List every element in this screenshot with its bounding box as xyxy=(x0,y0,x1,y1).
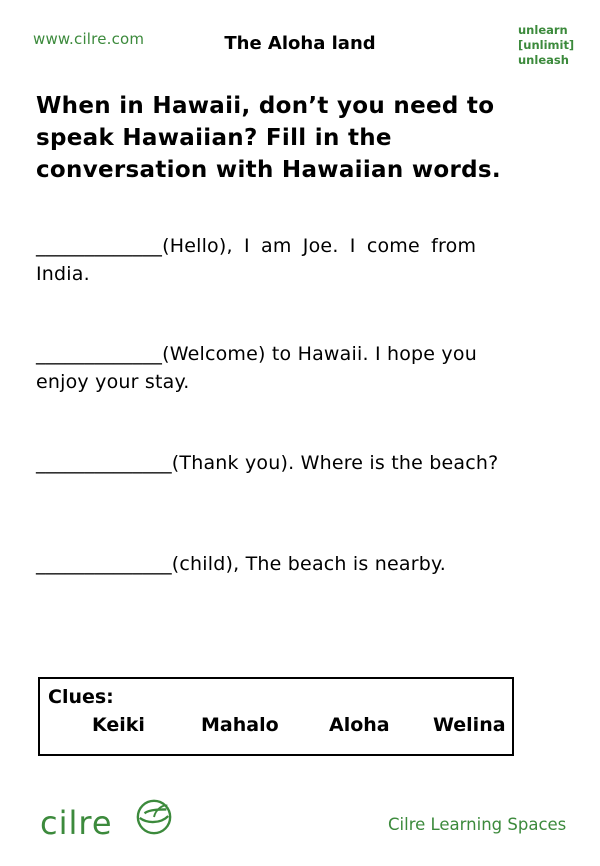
clue-word: Mahalo xyxy=(201,714,279,736)
clue-word: Keiki xyxy=(92,714,145,736)
tagline-line-3: unleash xyxy=(518,53,569,67)
question-4: ______________(child), The beach is nearby. xyxy=(36,553,446,575)
instructions: When in Hawaii, don’t you need to speak Hawaiian? Fill in the conversation with Hawaiian words. xyxy=(36,93,501,183)
clues-title: Clues: xyxy=(48,686,114,708)
clue-word: Welina xyxy=(433,714,506,736)
footer-brand: Cilre Learning Spaces xyxy=(388,815,567,834)
tagline-line-1: unlearn xyxy=(518,23,568,37)
question-3: ______________(Thank you). Where is the beach? xyxy=(36,452,499,474)
clue-word: Aloha xyxy=(329,714,390,736)
tagline-line-2: [unlimit] xyxy=(518,38,575,52)
tagline xyxy=(518,23,574,68)
clues-box xyxy=(38,677,514,756)
page-title: The Aloha land xyxy=(224,33,376,54)
question-2: _____________(Welcome) to Hawaii. I hope you enjoy your stay. xyxy=(36,343,477,393)
site-url: www.cilre.com xyxy=(33,30,145,48)
question-1: _____________(Hello), I am Joe. I come from India. xyxy=(36,235,477,285)
cilre-logo xyxy=(40,796,180,848)
globe-leaf-icon xyxy=(135,798,173,836)
logo-text: cilre xyxy=(40,804,113,842)
